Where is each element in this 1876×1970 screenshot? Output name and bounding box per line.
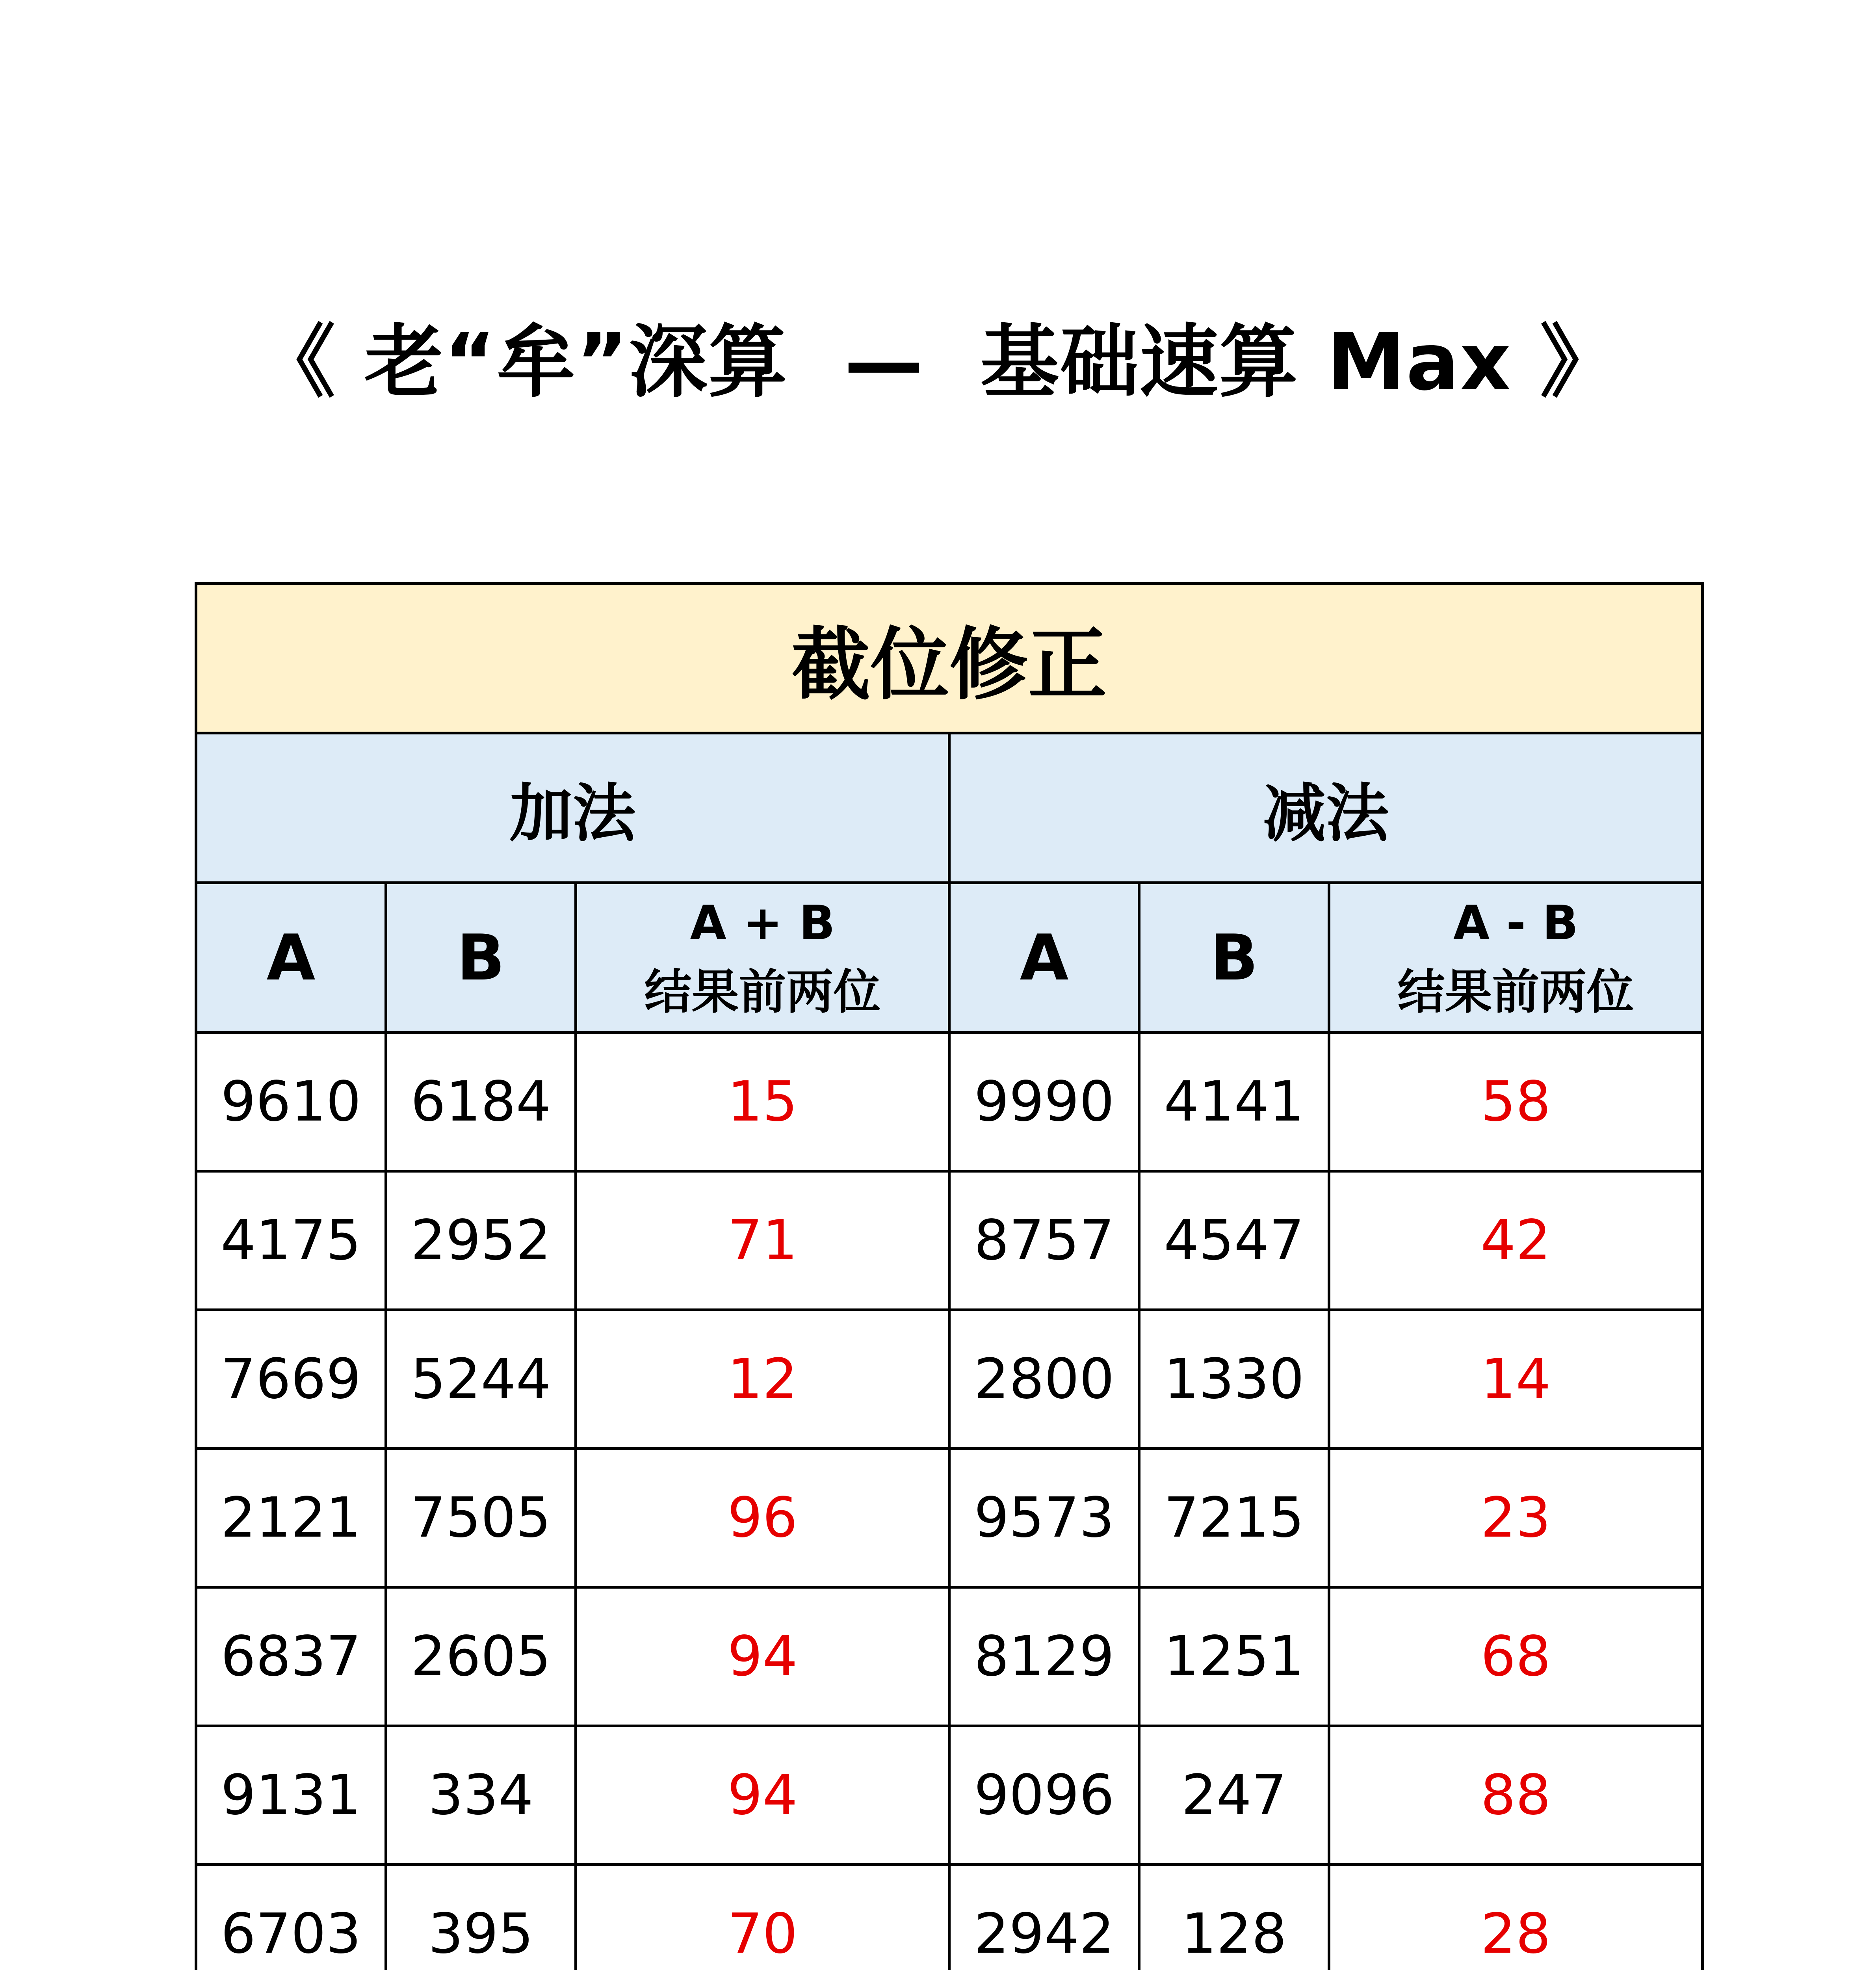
section-subtraction-header: 减法 — [949, 733, 1703, 883]
cell-sub-a: 8757 — [949, 1171, 1139, 1310]
cell-add-b: 334 — [386, 1726, 576, 1865]
cell-sub-result: 23 — [1329, 1449, 1703, 1587]
cell-add-a: 9610 — [196, 1033, 386, 1171]
cell-sub-b: 1251 — [1139, 1587, 1329, 1726]
cell-add-result: 71 — [576, 1171, 949, 1310]
worksheet-table — [195, 582, 1704, 1970]
cell-sub-a: 2800 — [949, 1310, 1139, 1449]
cell-sub-b: 247 — [1139, 1726, 1329, 1865]
cell-add-a: 4175 — [196, 1171, 386, 1310]
table-row — [196, 1310, 1703, 1449]
table-row — [196, 1726, 1703, 1865]
cell-sub-result: 58 — [1329, 1033, 1703, 1171]
cell-sub-result: 88 — [1329, 1726, 1703, 1865]
document-title: 《 老“牟”深算 — 基础速算 Max 》 — [256, 316, 1620, 408]
cell-sub-a: 9990 — [949, 1033, 1139, 1171]
cell-add-result: 94 — [576, 1587, 949, 1726]
cell-add-result: 12 — [576, 1310, 949, 1449]
cell-add-b: 6184 — [386, 1033, 576, 1171]
cell-sub-result: 14 — [1329, 1310, 1703, 1449]
cell-add-result: 70 — [576, 1865, 949, 1970]
section-addition-header: 加法 — [196, 733, 949, 883]
cell-sub-a: 9573 — [949, 1449, 1139, 1587]
column-header-sub-result — [1329, 883, 1703, 1033]
table-row — [196, 1171, 1703, 1310]
cell-sub-b: 1330 — [1139, 1310, 1329, 1449]
cell-add-b: 395 — [386, 1865, 576, 1970]
column-header-sub-a: A — [949, 883, 1139, 1033]
column-header-add-result-caption: 结果前两位 — [644, 965, 881, 1020]
cell-sub-b: 4141 — [1139, 1033, 1329, 1171]
table-row — [196, 1449, 1703, 1587]
table-row — [196, 1033, 1703, 1171]
column-header-add-b: B — [386, 883, 576, 1033]
table-body — [196, 1033, 1703, 1970]
cell-sub-result: 28 — [1329, 1865, 1703, 1970]
column-header-sub-result-caption: 结果前两位 — [1397, 965, 1634, 1020]
cell-add-a: 7669 — [196, 1310, 386, 1449]
column-header-add-a: A — [196, 883, 386, 1033]
cell-add-b: 5244 — [386, 1310, 576, 1449]
cell-add-result: 94 — [576, 1726, 949, 1865]
column-header-sub-result-formula: A - B — [1453, 896, 1579, 951]
cell-add-b: 2605 — [386, 1587, 576, 1726]
cell-add-result: 96 — [576, 1449, 949, 1587]
cell-sub-result: 42 — [1329, 1171, 1703, 1310]
column-header-sub-b: B — [1139, 883, 1329, 1033]
cell-sub-a: 8129 — [949, 1587, 1139, 1726]
cell-sub-b: 128 — [1139, 1865, 1329, 1970]
table-heading: 截位修正 — [196, 584, 1703, 733]
table-row — [196, 1587, 1703, 1726]
cell-sub-result: 68 — [1329, 1587, 1703, 1726]
cell-sub-b: 7215 — [1139, 1449, 1329, 1587]
cell-add-a: 6837 — [196, 1587, 386, 1726]
cell-add-a: 9131 — [196, 1726, 386, 1865]
cell-sub-a: 2942 — [949, 1865, 1139, 1970]
column-header-add-result-formula: A + B — [690, 896, 835, 951]
cell-add-b: 7505 — [386, 1449, 576, 1587]
cell-add-a: 2121 — [196, 1449, 386, 1587]
column-header-add-result — [576, 883, 949, 1033]
cell-sub-b: 4547 — [1139, 1171, 1329, 1310]
table-row — [196, 1865, 1703, 1970]
cell-add-a: 6703 — [196, 1865, 386, 1970]
cell-add-result: 15 — [576, 1033, 949, 1171]
cell-sub-a: 9096 — [949, 1726, 1139, 1865]
cell-add-b: 2952 — [386, 1171, 576, 1310]
